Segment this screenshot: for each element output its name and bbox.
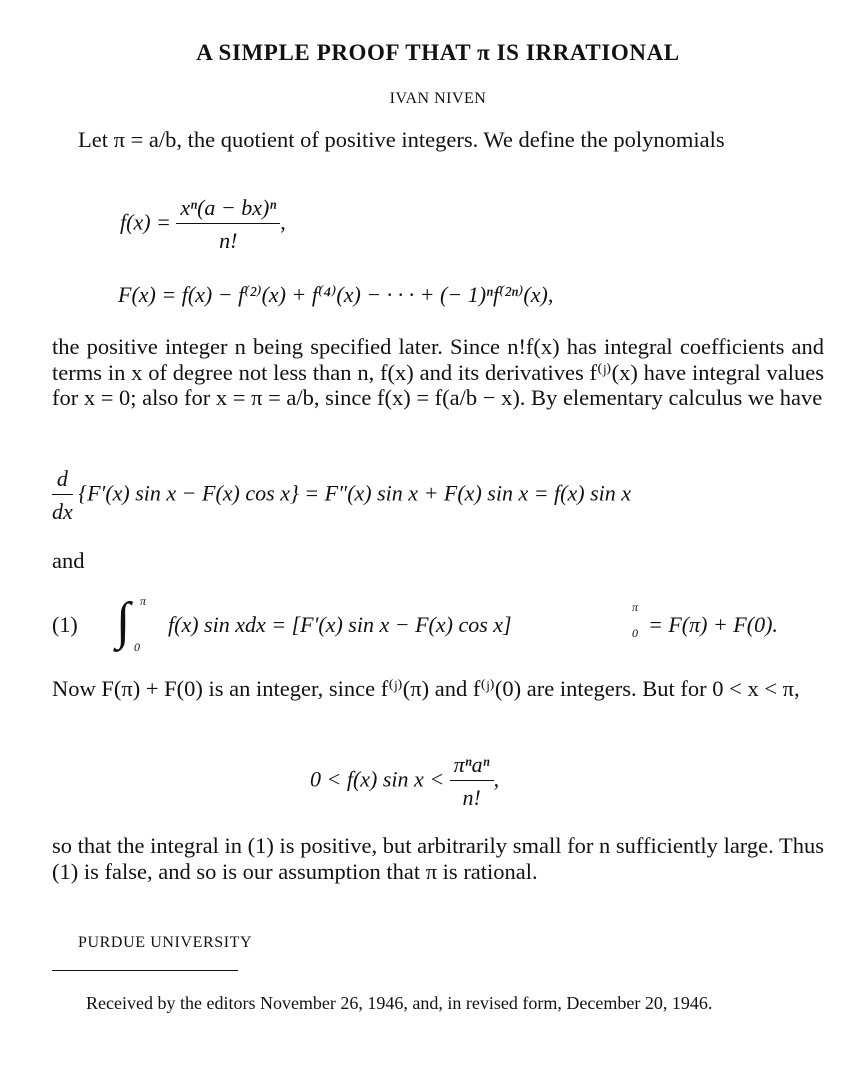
equation-label-1: (1) [52, 612, 78, 637]
inequality-fraction [450, 752, 494, 811]
paragraph-conclusion: so that the integral in (1) is positive, but arbitrarily small for n sufficiently large. Thus (1) is false, and so is our assumption that π is rational. [52, 833, 824, 884]
inequality-numerator: πⁿaⁿ [453, 752, 490, 777]
integral-upper-limit: π [140, 594, 147, 608]
derivative-operator [52, 466, 73, 525]
affiliation: PURDUE UNIVERSITY [78, 934, 253, 951]
derivative-denominator: dx [52, 494, 73, 525]
eq-f-fraction [176, 195, 280, 254]
equation-F-definition: F(x) = f(x) − f⁽²⁾(x) + f⁽⁴⁾(x) − · · · + (− 1)ⁿf⁽²ⁿ⁾(x), [118, 282, 554, 307]
eq-f-numerator: xⁿ(a − bx)ⁿ [180, 195, 277, 220]
bracket-lower-limit: 0 [632, 626, 638, 640]
footnote: Received by the editors November 26, 1946, and, in revised form, December 20, 1946. [86, 993, 713, 1013]
eq-f-lhs: f(x) = [120, 209, 171, 235]
paragraph-integral-values: the positive integer n being specified later. Since n!f(x) has integral coefficients and terms in x of degree not less than n, f(x) and its derivatives f⁽ʲ⁾(x) have integral values for x = 0; also for x = π = a/b, since f(x) = f(a/b − x). By elementary calculus we have [52, 334, 824, 410]
paragraph-integer: Now F(π) + F(0) is an integer, since f⁽ʲ⁾(π) and f⁽ʲ⁾(0) are integers. But for 0 < x < π, [52, 676, 800, 701]
inequality-lhs: 0 < f(x) sin x < [310, 766, 445, 792]
derivative-numerator: d [56, 466, 68, 491]
equation-integral-1 [52, 593, 824, 658]
integral-lower-limit: 0 [134, 640, 140, 654]
derivative-expression: {F′(x) sin x − F(x) cos x} = F″(x) sin x + F(x) sin x = f(x) sin x [78, 480, 632, 506]
and-word: and [52, 548, 85, 573]
integral-body: f(x) sin xdx = [F′(x) sin x − F(x) cos x] [168, 612, 512, 637]
inequality-denominator: n! [450, 780, 494, 811]
equation-f-definition: f(x) = $\frac{\text{xⁿ(a − bx)ⁿ}}{n!}$ , [120, 195, 286, 253]
bracket-upper-limit: π [632, 600, 639, 614]
intro-paragraph: Let π = a/b, the quotient of positive integers. We define the polynomials [78, 127, 725, 152]
equation-inequality: 0 < f(x) sin x < $\frac{\text{πⁿaⁿ}}{n!}$ , [310, 752, 500, 810]
integral-sign: ∫ [116, 593, 131, 650]
paper-title: A SIMPLE PROOF THAT π IS IRRATIONAL [196, 40, 680, 65]
footnote-divider [52, 970, 238, 971]
author-name: IVAN NIVEN [389, 90, 487, 107]
equation-derivative [52, 466, 631, 525]
integral-result: = F(π) + F(0). [648, 612, 778, 637]
eq-f-denominator: n! [176, 223, 280, 254]
